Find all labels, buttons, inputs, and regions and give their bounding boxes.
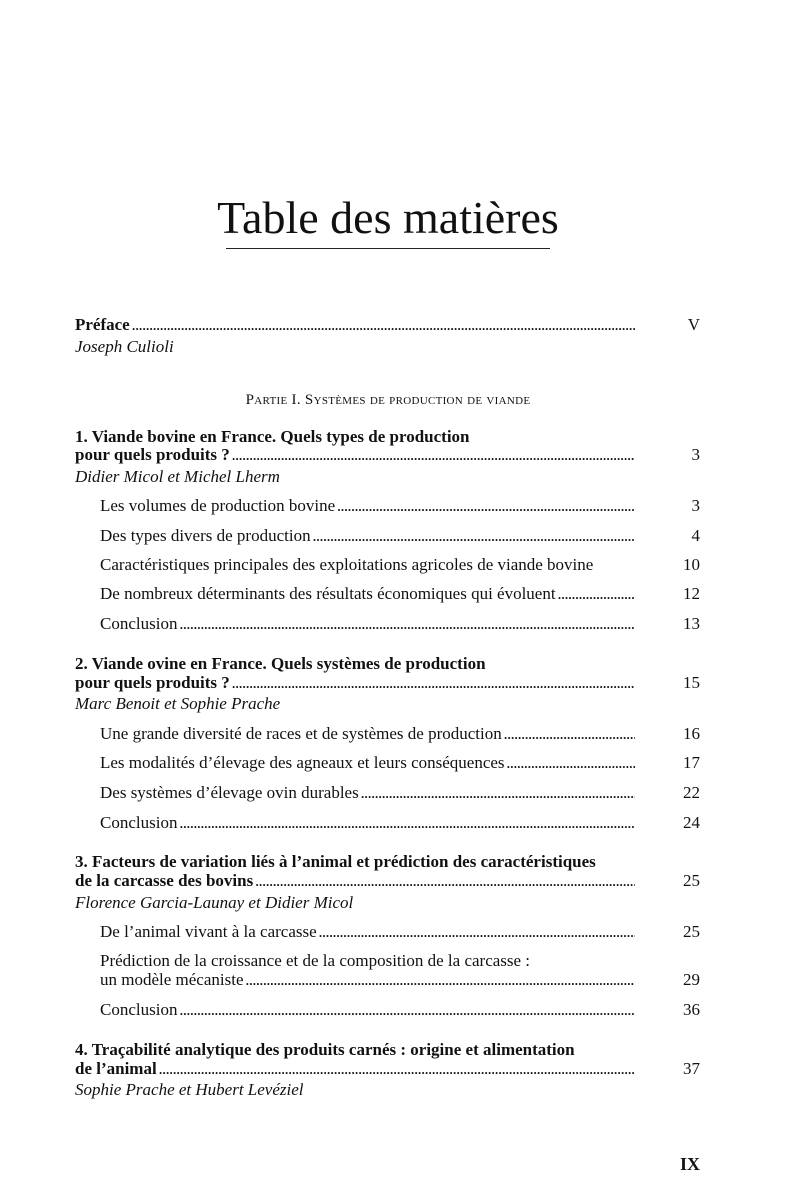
toc-section-page: 12 — [683, 584, 700, 603]
chapter-3-title-text: de la carcasse des bovins — [75, 871, 254, 890]
toc-section-page: 16 — [683, 724, 700, 743]
chapter-2-page: 15 — [683, 673, 700, 692]
toc-section-label: Les volumes de production bovine — [100, 496, 336, 515]
toc-section — [100, 526, 635, 546]
part-heading: Partie I. Systèmes de production de viande — [245, 392, 531, 408]
page-title: Table des matières — [217, 192, 559, 243]
toc-section — [100, 783, 635, 803]
toc-section-page: 25 — [683, 922, 700, 941]
toc-section-label: De nombreux déterminants des résultats économiques qui évoluent — [100, 584, 556, 603]
chapter-4-authors: Sophie Prache et Hubert Levéziel — [75, 1080, 304, 1099]
toc-section-page: 4 — [691, 526, 700, 545]
chapter-3-page: 25 — [683, 871, 700, 890]
preface-author: Joseph Culioli — [75, 337, 174, 356]
toc-section — [100, 584, 635, 604]
toc-section — [100, 1000, 635, 1020]
chapter-4-title-line2 — [75, 1059, 635, 1079]
preface-entry — [75, 315, 635, 335]
toc-section — [100, 922, 635, 942]
chapter-4-page: 37 — [683, 1059, 700, 1078]
chapter-1-title-line1: 1. Viande bovine en France. Quels types de production — [75, 427, 470, 446]
toc-section-page: 10 — [683, 555, 700, 574]
chapter-1-title-line2 — [75, 445, 635, 465]
toc-section-page: 13 — [683, 614, 700, 633]
toc-section — [100, 614, 635, 634]
toc-section-page: 36 — [683, 1000, 700, 1019]
toc-section-page: 24 — [683, 813, 700, 832]
title-underline — [226, 248, 550, 249]
page-number: IX — [679, 1154, 700, 1174]
toc-section-label: Les modalités d’élevage des agneaux et leurs conséquences — [100, 753, 505, 772]
chapter-4-title-text: de l’animal — [75, 1059, 157, 1078]
chapter-3-authors: Florence Garcia-Launay et Didier Micol — [75, 893, 354, 912]
chapter-2-authors: Marc Benoit et Sophie Prache — [75, 694, 281, 713]
chapter-1-title-text: pour quels produits ? — [75, 445, 230, 464]
toc-section-label: Caractéristiques principales des exploitations agricoles de viande bovine — [100, 555, 594, 574]
chapter-4-title-line1: 4. Traçabilité analytique des produits carnés : origine et alimentation — [75, 1040, 575, 1059]
chapter-2-title-line2 — [75, 673, 635, 693]
toc-section — [100, 724, 635, 744]
toc-section-line1: Prédiction de la croissance et de la composition de la carcasse : — [100, 951, 531, 970]
toc-section-label: Conclusion — [100, 614, 178, 633]
toc-section-label: Des types divers de production — [100, 526, 311, 545]
toc-section-label: De l’animal vivant à la carcasse — [100, 922, 317, 941]
toc-section-label: Une grande diversité de races et de systèmes de production — [100, 724, 502, 743]
toc-section-label: Conclusion — [100, 813, 178, 832]
toc-section — [100, 555, 660, 575]
toc-section — [100, 813, 635, 833]
toc-section-page: 3 — [691, 496, 700, 515]
toc-section-label: Conclusion — [100, 1000, 178, 1019]
toc-section-page: 22 — [683, 783, 700, 802]
chapter-3-title-line1: 3. Facteurs de variation liés à l’animal et prédiction des caractéristiques — [75, 852, 596, 871]
chapter-2-title-text: pour quels produits ? — [75, 673, 230, 692]
chapter-3-title-line2 — [75, 871, 635, 891]
toc-section-page: 17 — [683, 753, 700, 772]
toc-section-label: un modèle mécaniste — [100, 970, 244, 989]
toc-section — [100, 753, 635, 773]
toc-section — [100, 970, 635, 990]
chapter-1-page: 3 — [691, 445, 700, 464]
toc-section-page: 29 — [683, 970, 700, 989]
toc-section-label: Des systèmes d’élevage ovin durables — [100, 783, 359, 802]
toc-section — [100, 496, 635, 516]
chapter-2-title-line1: 2. Viande ovine en France. Quels systèmes de production — [75, 654, 486, 673]
preface-page: V — [687, 315, 700, 334]
preface-label: Préface — [75, 315, 130, 334]
chapter-1-authors: Didier Micol et Michel Lherm — [75, 467, 280, 486]
